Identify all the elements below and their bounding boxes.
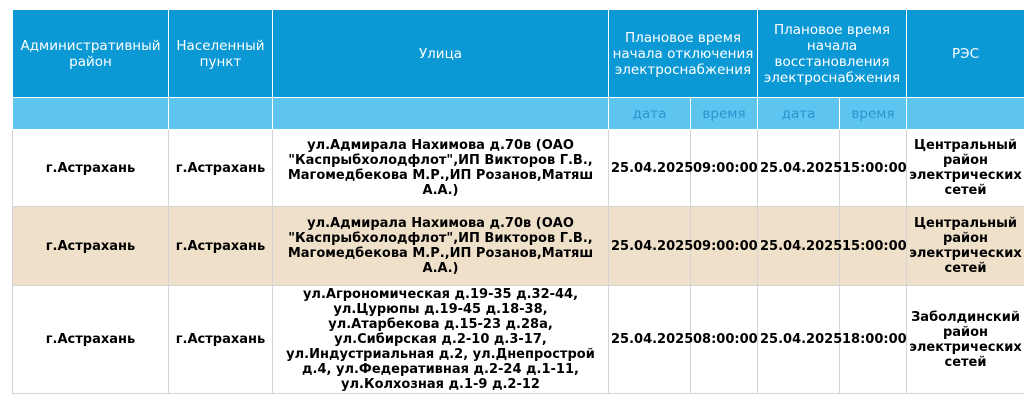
subheader-row — [13, 98, 1024, 130]
cell-res: Центральный район электрических сетей — [907, 207, 1024, 286]
cell-restore-date: 25.04.2025 — [758, 207, 840, 286]
table-row — [13, 130, 1024, 207]
header-off-time: Плановое время начала отключения электроснабжения — [609, 10, 758, 98]
subheader-empty — [273, 98, 609, 130]
cell-restore-date: 25.04.2025 — [758, 286, 840, 394]
table-row — [13, 286, 1024, 394]
subheader-empty — [907, 98, 1024, 130]
cell-street: ул.Адмирала Нахимова д.70в (ОАО "Каспрыбхолодфлот",ИП Викторов Г.В., Магомедбекова М.Р.,ИП Розанов,Матяш А.А.) — [273, 130, 609, 207]
cell-district: г.Астрахань — [13, 286, 169, 394]
cell-res: Заболдинский район электрических сетей — [907, 286, 1024, 394]
cell-off-date: 25.04.2025 — [609, 286, 691, 394]
subheader-empty — [169, 98, 273, 130]
subheader-restore-date: дата — [758, 98, 840, 130]
outage-table-container — [12, 9, 1024, 394]
cell-restore-time: 18:00:00 — [840, 286, 907, 394]
header-row — [13, 10, 1024, 98]
cell-street: ул.Агрономическая д.19-35 д.32-44, ул.Цурюпы д.19-45 д.18-38, ул.Атарбекова д.15-23 д.28а, ул.Сибирская д.2-10 д.3-17, ул.Индустриальная д.2, ул.Днепрострой д.4, ул.Федеративная д.2-24 д.1-11, ул.Колхозная д.1-9 д.2-12 — [273, 286, 609, 394]
cell-off-date: 25.04.2025 — [609, 130, 691, 207]
cell-locality: г.Астрахань — [169, 130, 273, 207]
cell-locality: г.Астрахань — [169, 286, 273, 394]
cell-restore-date: 25.04.2025 — [758, 130, 840, 207]
header-street: Улица — [273, 10, 609, 98]
header-locality: Населенный пункт — [169, 10, 273, 98]
cell-district: г.Астрахань — [13, 207, 169, 286]
cell-restore-time: 15:00:00 — [840, 207, 907, 286]
subheader-empty — [13, 98, 169, 130]
cell-off-time: 09:00:00 — [691, 207, 758, 286]
header-res: РЭС — [907, 10, 1024, 98]
subheader-off-time: время — [691, 98, 758, 130]
cell-off-date: 25.04.2025 — [609, 207, 691, 286]
header-district: Административный район — [13, 10, 169, 98]
cell-street: ул.Адмирала Нахимова д.70в (ОАО "Каспрыбхолодфлот",ИП Викторов Г.В., Магомедбекова М.Р.,ИП Розанов,Матяш А.А.) — [273, 207, 609, 286]
cell-district: г.Астрахань — [13, 130, 169, 207]
table-row — [13, 207, 1024, 286]
cell-res: Центральный район электрических сетей — [907, 130, 1024, 207]
cell-locality: г.Астрахань — [169, 207, 273, 286]
subheader-restore-time: время — [840, 98, 907, 130]
cell-restore-time: 15:00:00 — [840, 130, 907, 207]
outage-schedule-table — [12, 9, 1024, 394]
cell-off-time: 09:00:00 — [691, 130, 758, 207]
subheader-off-date: дата — [609, 98, 691, 130]
cell-off-time: 08:00:00 — [691, 286, 758, 394]
header-restore-time: Плановое время начала восстановления электроснабжения — [758, 10, 907, 98]
